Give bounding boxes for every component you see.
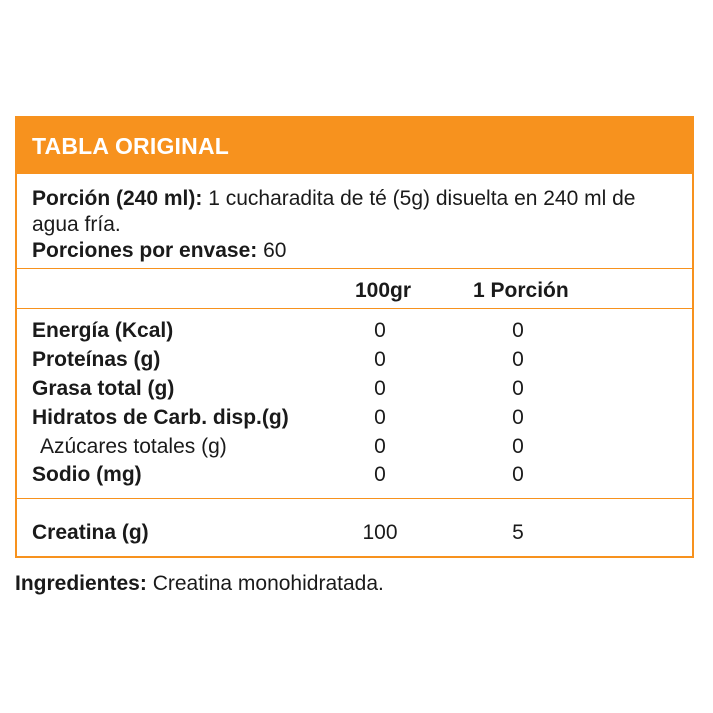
row-value-100gr: 0 — [374, 348, 386, 371]
servings-label: Porciones por envase: — [32, 239, 258, 262]
row-value-portion: 0 — [512, 435, 524, 458]
column-header-portion: 1 Porción — [473, 279, 569, 302]
row-value-100gr: 0 — [374, 406, 386, 429]
servings-value: 60 — [257, 239, 287, 262]
row-label-creatine: Creatina (g) — [32, 521, 149, 544]
portion-text-continued: agua fría. — [32, 213, 121, 236]
ingredients-value: Creatina monohidratada. — [146, 572, 384, 595]
row-value-100gr: 0 — [374, 463, 386, 486]
portion-text: 1 cucharadita de té (5g) disuelta en 240 ml de — [202, 187, 636, 210]
portion-label: Porción (240 ml): — [32, 187, 203, 210]
row-label-sodium: Sodio (mg) — [32, 463, 142, 486]
row-value-portion: 0 — [512, 406, 524, 429]
row-value-portion: 0 — [512, 463, 524, 486]
row-value-portion: 0 — [512, 319, 524, 342]
creatine-value-portion: 5 — [512, 521, 524, 544]
row-value-100gr: 0 — [374, 319, 386, 342]
table-title: TABLA ORIGINAL — [32, 133, 229, 159]
row-label-protein: Proteínas (g) — [32, 348, 161, 371]
row-value-100gr: 0 — [374, 435, 386, 458]
divider — [17, 498, 692, 499]
nutrition-table — [15, 116, 694, 558]
table-header — [17, 118, 692, 174]
ingredients-label: Ingredientes: — [15, 572, 147, 595]
row-label-carbs: Hidratos de Carb. disp.(g) — [32, 406, 289, 429]
divider — [17, 308, 692, 309]
servings-line — [32, 238, 286, 263]
row-label-energy: Energía (Kcal) — [32, 319, 174, 342]
column-header-100gr: 100gr — [355, 279, 412, 302]
portion-line — [32, 186, 635, 211]
creatine-value-100gr: 100 — [362, 521, 398, 544]
divider — [17, 268, 692, 269]
row-label-sugars: Azúcares totales (g) — [40, 435, 227, 458]
row-value-portion: 0 — [512, 377, 524, 400]
ingredients-line — [15, 571, 384, 596]
row-value-portion: 0 — [512, 348, 524, 371]
row-value-100gr: 0 — [374, 377, 386, 400]
row-label-fat: Grasa total (g) — [32, 377, 175, 400]
